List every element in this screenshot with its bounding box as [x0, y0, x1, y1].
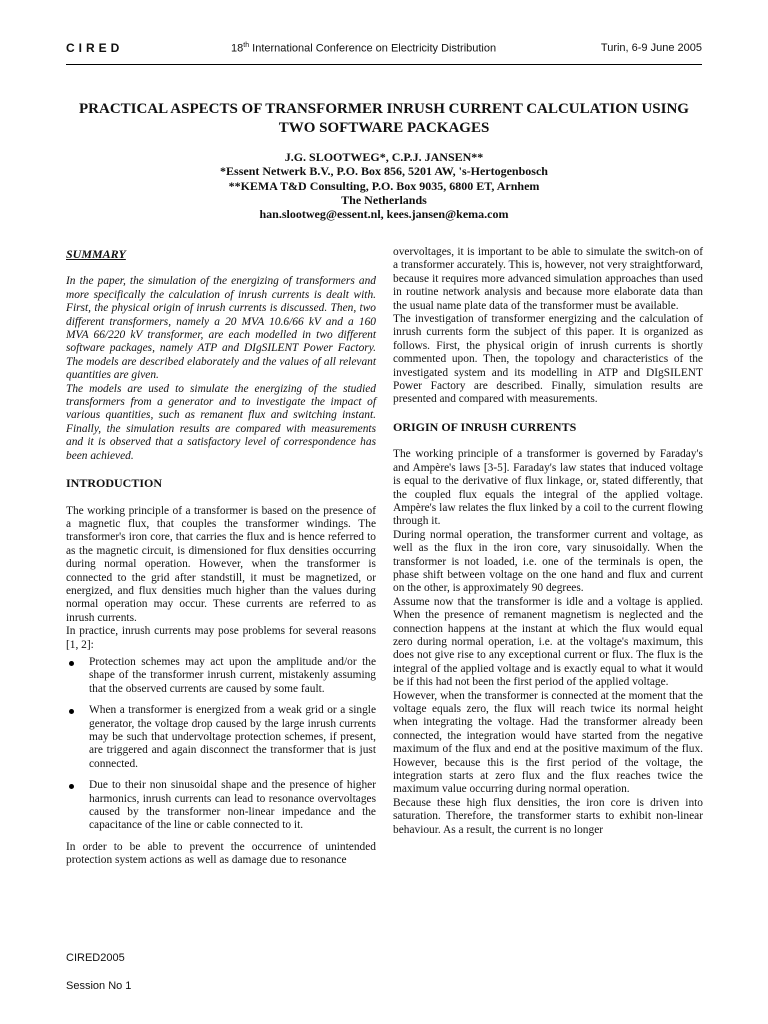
author-block — [40, 150, 728, 221]
affiliation-1: *Essent Netwerk B.V., P.O. Box 856, 5201 AW, 's-Hertogenbosch — [220, 164, 548, 179]
conference-location: Turin, 6-9 June 2005 — [600, 42, 702, 54]
author-emails: han.slootweg@essent.nl, kees.jansen@kema.com — [259, 207, 509, 222]
footer-session: Session No 1 — [66, 980, 132, 992]
list-item: When a transformer is energized from a weak grid or a single generator, the voltage drop caused by the large inrush currents may be such that undervoltage protection schemes, if present, are triggered and again disconnect the transformer that is just connected. — [66, 704, 376, 771]
country: The Netherlands — [341, 192, 427, 207]
footer-conference: CIRED2005 — [66, 952, 125, 964]
org-name: CIRED — [66, 41, 124, 55]
summary-heading: SUMMARY — [66, 247, 126, 261]
right-column — [393, 246, 703, 837]
summary-paragraph: In the paper, the simulation of the energizing of transformers and more specifically the calculation of inrush currents is dealt with. First, the physical origin of inrush currents is discussed. Then, two different transformers, namely a 20 MVA 10.6/66 kV and a 160 MVA 66/220 kV transformer, are each modelled in two different software packages, namely ATP and DIgSILENT Power Factory. The models are described elaborately and the values of all relevant quantities are given. — [66, 275, 376, 382]
header-rule — [66, 64, 702, 65]
intro-paragraph: overvoltages, it is important to be able to simulate the switch-on of a transformer accurately. This is, however, not very straightforward, because it requires more advanced simulation approaches than used in routine network analysis and because more elaborate data than the usual name plate data of the transformer must be available. — [393, 246, 703, 312]
author-names: J.G. SLOOTWEG*, C.P.J. JANSEN** — [284, 150, 484, 164]
origin-paragraph: Assume now that the transformer is idle and a voltage is applied. When the presence of remanent magnetism is neglected and the connection happens at the instant at which the flux would equal zero during normal operation, i.e. at the voltage's maximum, this does not give rise to any exceptional current or flux. The flux is the integral of the applied voltage and is exactly equal to what it would be if this had not been the first period of the applied voltage. — [393, 595, 703, 689]
introduction-heading: INTRODUCTION — [66, 476, 163, 491]
origin-paragraph: However, when the transformer is connected at the moment that the voltage equals zero, the flux will reach twice its normal height when integrating the voltage. Had the transformer already been connected, the integration would have started from the negative maximum of the flux and end at the positive maximum of the flux. However, because this is the first period of the voltage, the integration starts at zero flux and the flux reaches twice the maximum value occurring during normal operation. — [393, 689, 703, 796]
intro-paragraph: The investigation of transformer energizing and the calculation of inrush currents form the subject of this paper. It is organized as follows. First, the physical origin of inrush currents is shortly commented upon. Then, the topology and characteristics of the investigated system and its modelling in ATP and DIgSILENT Power Factory are described. Finally, simulation results are presented and compared with measurements. — [393, 313, 703, 406]
page-header — [66, 40, 702, 58]
origin-paragraph: During normal operation, the transformer current and voltage, as well as the flux in the iron core, vary sinusoidally. When the transformer is not loaded, i.e. one of the terminals is open, the phase shift between voltage on the one hand and flux and current on the other, is approximately 90 degrees. — [393, 528, 703, 595]
summary-paragraph: The models are used to simulate the energizing of the studied transformers from a generator and to investigate the impact of various quantities, such as remanent flux and switching instant. Finally, the simulation results are compared with measurements and it is observed that a satisfactory level of correspondence has been achieved. — [66, 382, 376, 462]
intro-paragraph: The working principle of a transformer is based on the presence of a magnetic flux, that couples the transformer windings. The transformer's iron core, that carries the flux and is hence referred to as the magnetic circuit, is dimensioned for flux densities occurring during normal operation. However, when the transformer is connected to the grid after standstill, it must be magnetized, or energized, and flux densities much higher than the values during normal operation may occur. These currents are referred to as inrush currents. — [66, 504, 376, 624]
affiliation-2: **KEMA T&D Consulting, P.O. Box 9035, 6800 ET, Arnhem — [228, 178, 540, 193]
origin-heading: ORIGIN OF INRUSH CURRENTS — [393, 419, 577, 434]
summary-section — [66, 248, 376, 463]
list-item: Due to their non sinusoidal shape and the presence of higher harmonics, inrush currents can lead to resonance overvoltages caused by the transformer non-linear impedance and the capacitance of the line or cable connected to it. — [66, 779, 376, 833]
reasons-list — [66, 656, 376, 833]
origin-paragraph: The working principle of a transformer is governed by Faraday's and Ampère's laws [3-5]. Faraday's law states that induced voltage is equal to the derivative of flux linkage, or, stated differently, that the coupled flux equals the integral of the applied voltage. Ampère's law relates the flux linked by a coil to the current flowing through it. — [393, 448, 703, 528]
list-item: Protection schemes may act upon the amplitude and/or the shape of the transformer inrush current, mistakenly assuming that the observed currents are caused by some fault. — [66, 656, 376, 696]
intro-paragraph: In practice, inrush currents may pose problems for several reasons [1, 2]: — [66, 625, 376, 651]
conference-name: 18th International Conference on Electricity Distribution — [231, 42, 497, 55]
left-column — [66, 246, 376, 868]
origin-paragraph: Because these high flux densities, the iron core is driven into saturation. Therefore, the transformer starts to exhibit non-linear behaviour. As a result, the current is no longer — [393, 796, 703, 836]
paper-title: PRACTICAL ASPECTS OF TRANSFORMER INRUSH CURRENT CALCULATION USING TWO SOFTWARE PACKAGES — [79, 101, 689, 136]
intro-paragraph: In order to be able to prevent the occurrence of unintended protection system actions as well as damage due to resonance — [66, 840, 376, 867]
